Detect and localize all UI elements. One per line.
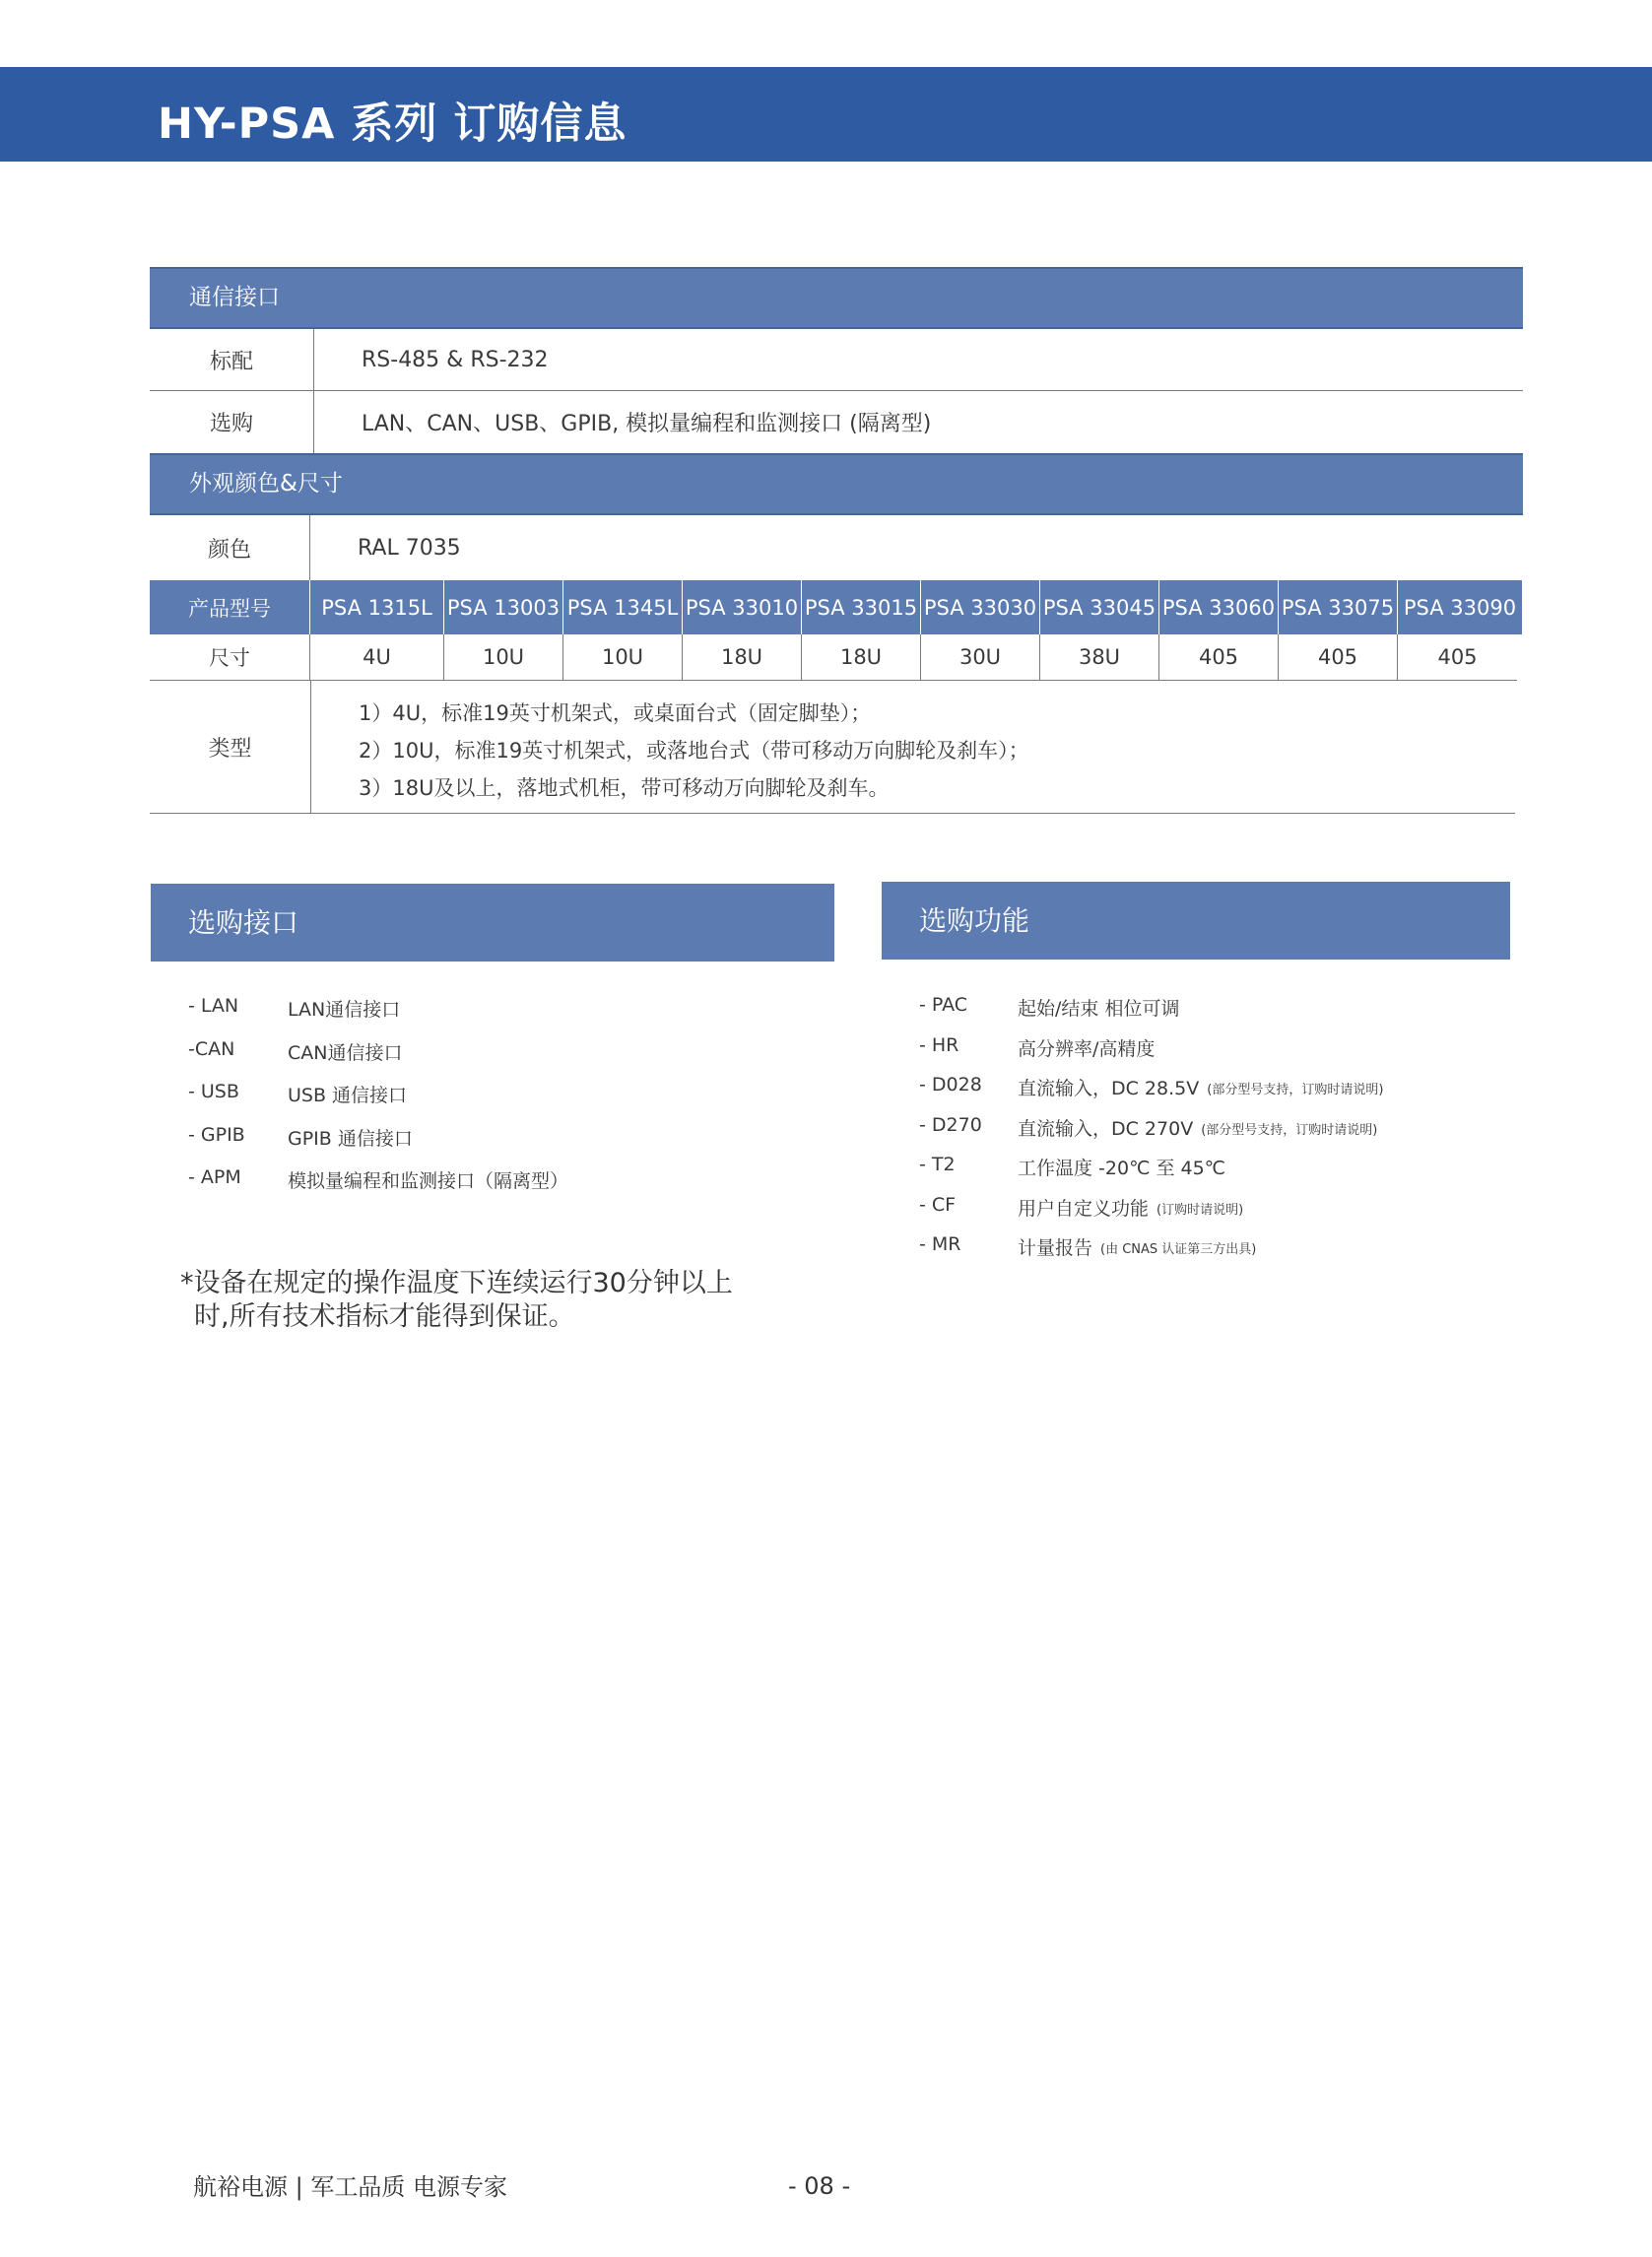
function-item <box>919 1194 1383 1234</box>
comm-section-heading: 通信接口 <box>150 267 1523 329</box>
appearance-section-heading: 外观颜色&尺寸 <box>150 453 1523 515</box>
function-note: (部分型号支持，订购时请说明) <box>1207 1083 1384 1097</box>
interface-code: -CAN <box>188 1037 235 1060</box>
function-note: (由 CNAS 认证第三方出具) <box>1100 1242 1257 1257</box>
function-item <box>919 1154 1383 1194</box>
size-cell: 405 <box>1437 645 1478 669</box>
interface-item <box>188 1038 568 1082</box>
size-row <box>150 634 1517 681</box>
size-cell: 4U <box>310 634 444 680</box>
comm-standard-label: 标配 <box>150 329 314 390</box>
model-cell: PSA 33045 <box>1040 580 1159 634</box>
function-desc: 计量报告 <box>1018 1237 1093 1259</box>
comm-standard-value: RS-485 & RS-232 <box>362 347 549 372</box>
interface-item <box>188 1081 568 1124</box>
opt-functions-heading: 选购功能 <box>882 882 1510 960</box>
model-header-row <box>150 580 1523 634</box>
interface-item <box>188 1124 568 1167</box>
comm-standard-row <box>150 329 1523 391</box>
opt-functions-list <box>919 994 1383 1274</box>
color-value: RAL 7035 <box>358 535 461 561</box>
color-row <box>150 515 1523 580</box>
size-cell: 405 <box>1159 634 1279 680</box>
type-row <box>150 681 1515 814</box>
type-lines <box>311 681 1029 813</box>
size-cell: 30U <box>921 634 1040 680</box>
function-desc: 用户自定义功能 <box>1018 1197 1150 1220</box>
interface-desc: LAN通信接口 <box>288 999 401 1021</box>
spec-table <box>150 267 1523 814</box>
function-code: - HR <box>919 1033 959 1056</box>
opt-interfaces-list <box>188 995 568 1210</box>
interface-code: - GPIB <box>188 1123 245 1146</box>
interface-item <box>188 995 568 1038</box>
comm-optional-value: LAN、CAN、USB、GPIB, 模拟量编程和监测接口 (隔离型) <box>362 412 932 436</box>
size-cell: 18U <box>683 634 802 680</box>
model-cell: PSA 1315L <box>310 580 444 634</box>
function-item <box>919 994 1383 1034</box>
interface-code: - APM <box>188 1166 241 1188</box>
interface-code: - LAN <box>188 995 239 1017</box>
function-item <box>919 1233 1383 1274</box>
size-cell: 18U <box>802 634 921 680</box>
function-code: - MR <box>919 1233 961 1255</box>
interface-item <box>188 1166 568 1210</box>
size-cell: 10U <box>563 634 683 680</box>
model-label: 产品型号 <box>150 580 310 634</box>
function-desc: 起始/结束 相位可调 <box>1018 998 1180 1020</box>
footer-slogan: 航裕电源 | 军工品质 电源专家 <box>193 2173 507 2201</box>
page-title: HY-PSA 系列 订购信息 <box>158 100 628 149</box>
function-note: (订购时请说明) <box>1156 1202 1244 1218</box>
model-cell: PSA 33075 <box>1279 580 1398 634</box>
function-code: - CF <box>919 1193 957 1216</box>
interface-desc: USB 通信接口 <box>288 1085 408 1106</box>
function-desc: 直流输入，DC 270V <box>1018 1117 1194 1140</box>
size-cell: 38U <box>1040 634 1159 680</box>
operating-note <box>180 1267 733 1334</box>
header-banner <box>0 67 1652 162</box>
color-label: 颜色 <box>150 515 310 580</box>
model-cell: PSA 1345L <box>563 580 683 634</box>
model-cell: PSA 33090 <box>1398 580 1523 634</box>
note-line-1: *设备在规定的操作温度下连续运行30分钟以上 <box>180 1268 733 1298</box>
page-number: - 08 - <box>788 2172 851 2200</box>
interface-desc: GPIB 通信接口 <box>288 1127 413 1150</box>
model-cell: PSA 13003 <box>444 580 563 634</box>
type-line: 2）10U，标准19英寸机架式，或落地台式（带可移动万向脚轮及刹车）； <box>359 739 1029 763</box>
function-item <box>919 1034 1383 1075</box>
function-code: - T2 <box>919 1154 956 1175</box>
type-line: 1）4U，标准19英寸机架式，或桌面台式（固定脚垫）； <box>359 701 872 725</box>
interface-code: - USB <box>188 1081 239 1102</box>
size-label: 尺寸 <box>150 634 310 680</box>
comm-optional-label: 选购 <box>150 391 314 453</box>
model-cell: PSA 33030 <box>921 580 1040 634</box>
interface-desc: 模拟量编程和监测接口（隔离型） <box>288 1170 569 1192</box>
type-label: 类型 <box>150 681 311 813</box>
function-desc: 工作温度 -20℃ 至 45℃ <box>1018 1158 1226 1179</box>
function-item <box>919 1114 1383 1155</box>
model-cell: PSA 33010 <box>683 580 802 634</box>
function-desc: 直流输入，DC 28.5V <box>1018 1078 1200 1099</box>
function-item <box>919 1074 1383 1114</box>
function-code: - D270 <box>919 1113 982 1136</box>
model-cell: PSA 33060 <box>1159 580 1279 634</box>
type-line: 3）18U及以上，落地式机柜，带可移动万向脚轮及刹车。 <box>359 776 890 800</box>
function-note: (部分型号支持，订购时请说明) <box>1201 1122 1378 1138</box>
model-cell: PSA 33015 <box>802 580 921 634</box>
comm-optional-row <box>150 391 1523 453</box>
note-line-2: 时,所有技术指标才能得到保证。 <box>194 1301 575 1332</box>
function-code: - PAC <box>919 994 968 1016</box>
opt-interfaces-heading: 选购接口 <box>151 884 834 962</box>
function-code: - D028 <box>919 1074 982 1095</box>
size-cell: 10U <box>444 634 563 680</box>
interface-desc: CAN通信接口 <box>288 1041 403 1064</box>
function-desc: 高分辨率/高精度 <box>1018 1037 1156 1060</box>
size-cell: 405 <box>1279 634 1398 680</box>
